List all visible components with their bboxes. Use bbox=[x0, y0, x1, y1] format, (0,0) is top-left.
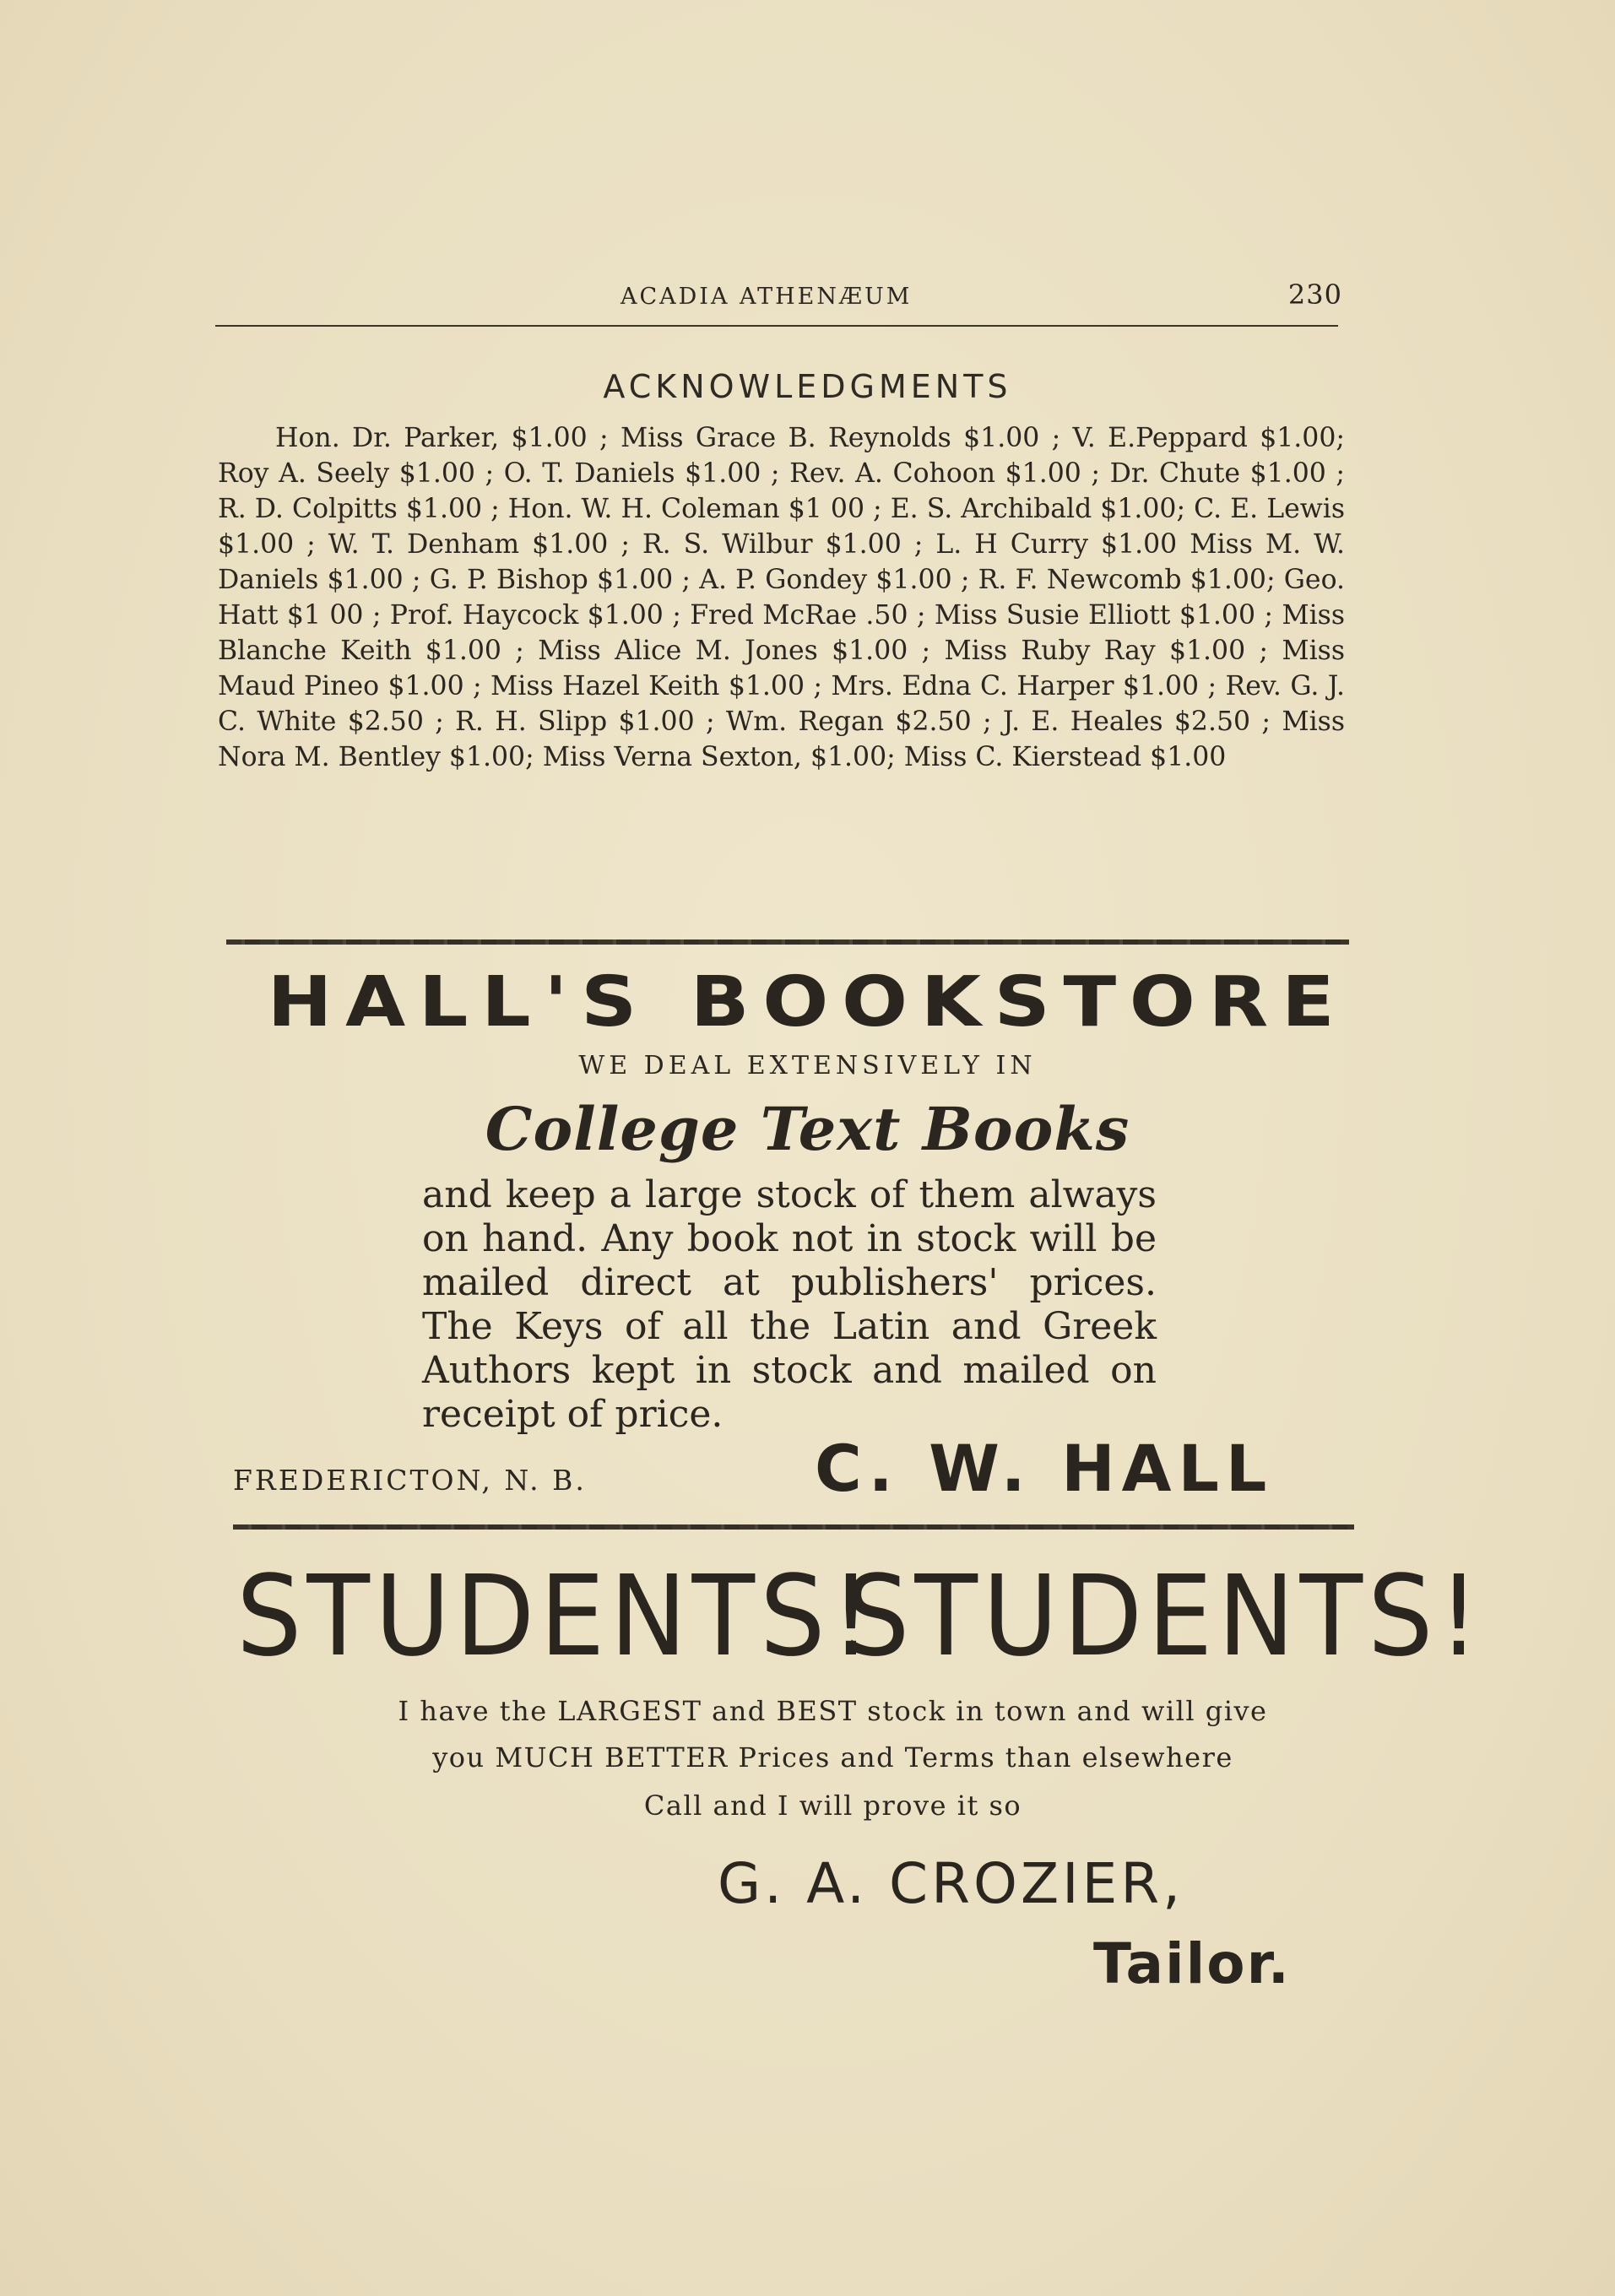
crozier-ad-headline-left: STUDENTS! bbox=[236, 1551, 877, 1681]
header-rule bbox=[215, 325, 1338, 327]
crozier-ad-line-1: I have the LARGEST and BEST stock in town and will give bbox=[398, 1695, 1268, 1727]
acknowledgments-text: Hon. Dr. Parker, $1.00 ; Miss Grace B. Reynolds $1.00 ; V. E.Peppard $1.00; Roy A. Seely $1.00 ; O. T. Daniels $1.00 ; Rev. A. Cohoon $1.00 ; Dr. Chute $1.00 ; R. D. Colpitts $1.00 ; Hon. W. H. Coleman $1 00 ; E. S. Archibald $1.00; C. E. Lewis $1.00 ; W. T. Denham $1.00 ; R. S. Wilbur $1.00 ; L. H Curry $1.00 Miss M. W. Daniels $1.00 ; G. P. Bishop $1.00 ; A. P. Gondey $1.00 ; R. F. Newcomb $1.00; Geo. Hatt $1 00 ; Prof. Haycock $1.00 ; Fred McRae .50 ; Miss Susie Elliott $1.00 ; Miss Blanche Keith $1.00 ; Miss Alice M. Jones $1.00 ; Miss Ruby Ray $1.00 ; Miss Maud Pineo $1.00 ; Miss Hazel Keith $1.00 ; Mrs. Edna C. Harper $1.00 ; Rev. G. J. C. White $2.50 ; R. H. Slipp $1.00 ; Wm. Regan $2.50 ; J. E. Heales $2.50 ; Miss Nora M. Bentley $1.00; Miss Verna Sexton, $1.00; Miss C. Kierstead $1.00 bbox=[218, 423, 1345, 772]
hall-ad-subtitle: WE DEAL EXTENSIVELY IN bbox=[578, 1051, 1037, 1080]
hall-ad-bottom-rule bbox=[233, 1524, 1354, 1530]
hall-ad-feature: College Text Books bbox=[485, 1094, 1130, 1164]
hall-ad-title: HALL'S BOOKSTORE bbox=[267, 962, 1348, 1042]
crozier-ad-line-3: Call and I will prove it so bbox=[643, 1790, 1022, 1822]
crozier-ad-headline-right: STUDENTS! bbox=[844, 1551, 1485, 1681]
acknowledgments-heading: ACKNOWLEDGMENTS bbox=[603, 368, 1012, 405]
journal-title: ACADIA ATHENÆUM bbox=[621, 284, 913, 310]
page-number: 230 bbox=[1287, 279, 1342, 311]
hall-ad-signature: C. W. HALL bbox=[815, 1431, 1274, 1506]
running-header bbox=[215, 279, 1342, 322]
hall-ad-body: and keep a large stock of them always on hand. Any book not in stock will be mailed direct at publishers' prices. The Keys of all the Latin and Greek Authors kept in stock and mailed on receipt of price. bbox=[422, 1173, 1157, 1436]
crozier-ad-line-2: you MUCH BETTER Prices and Terms than elsewhere bbox=[432, 1741, 1233, 1773]
hall-ad-location: FREDERICTON, N. B. bbox=[233, 1464, 587, 1497]
hall-ad-top-rule bbox=[226, 940, 1349, 945]
crozier-ad-name: G. A. CROZIER, bbox=[718, 1851, 1184, 1916]
crozier-ad-headline bbox=[236, 1551, 1485, 1681]
crozier-ad-trade: Tailor. bbox=[1093, 1931, 1291, 1996]
